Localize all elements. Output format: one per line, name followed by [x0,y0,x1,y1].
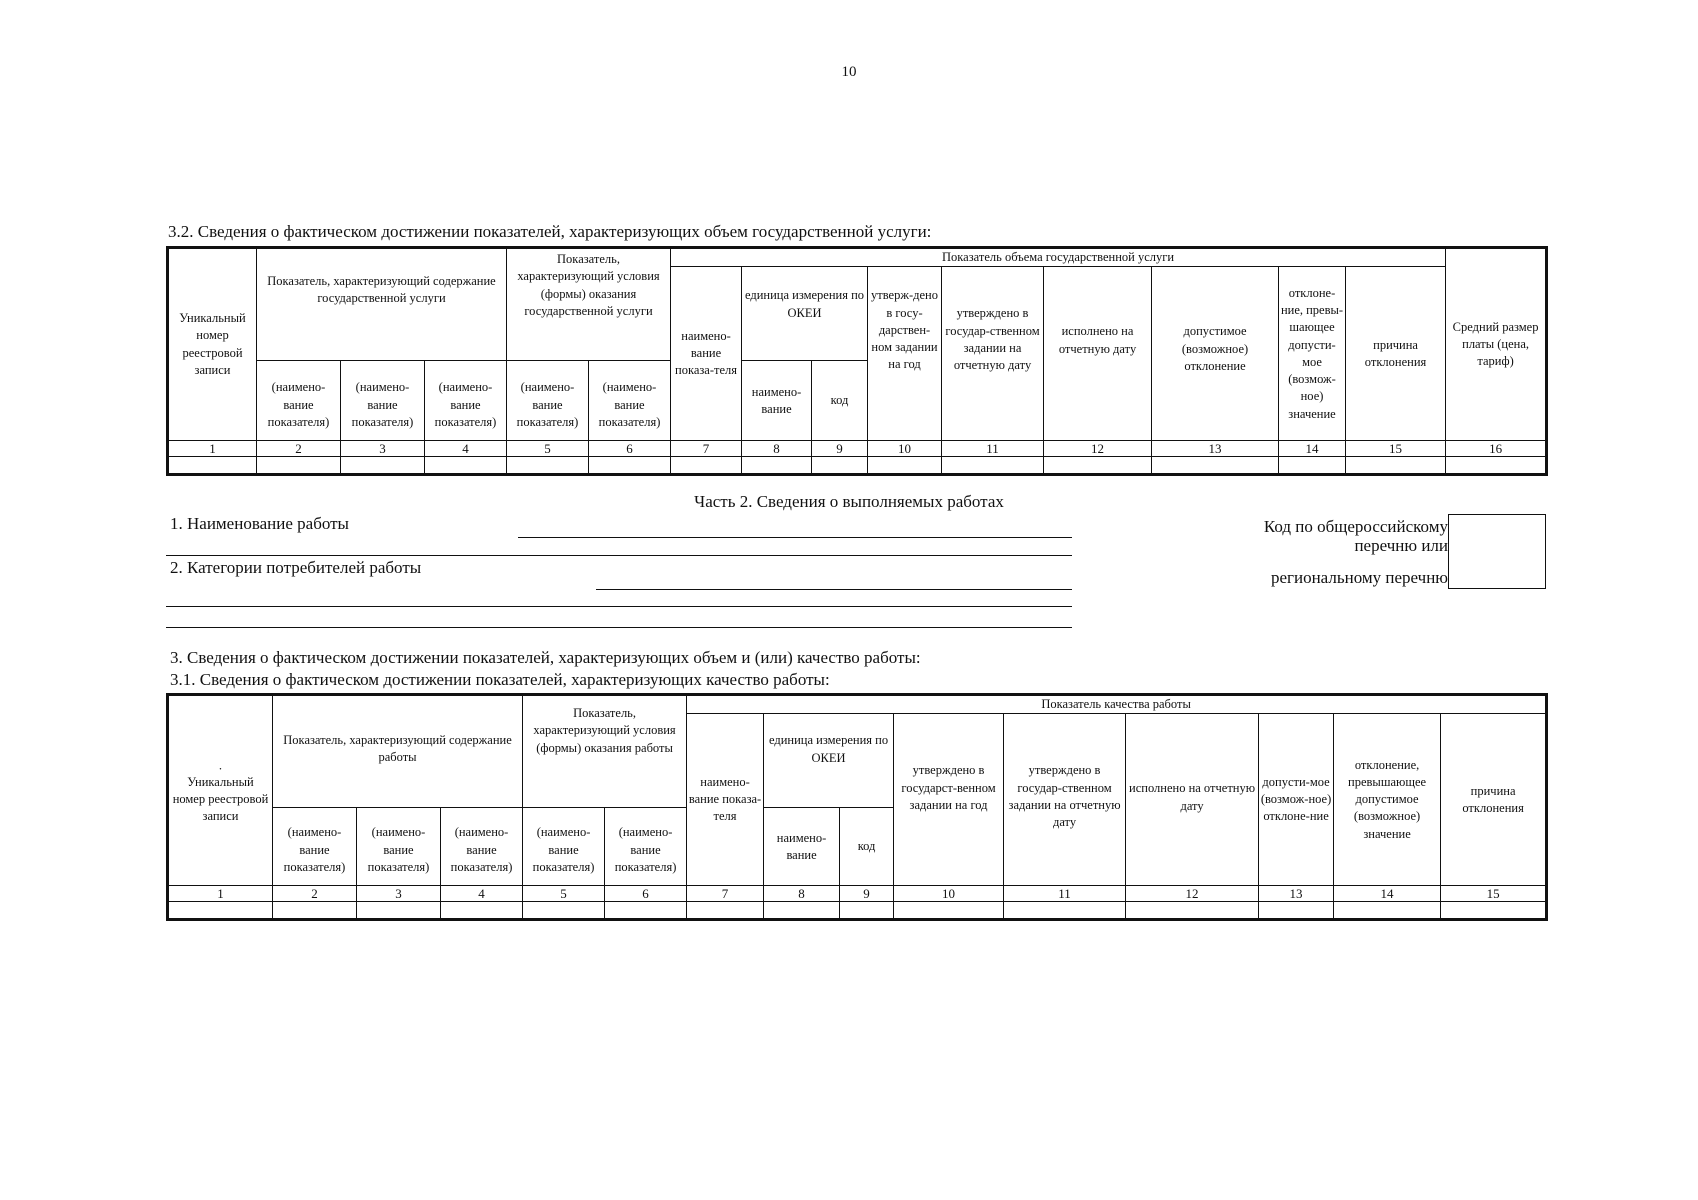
col-number: 9 [840,886,894,902]
col-number: 3 [357,886,441,902]
header-sub-5: (наимено-вание показателя) [523,808,605,886]
header-unit-name: наимено-вание [742,361,812,441]
col-number: 5 [523,886,605,902]
col-number: 4 [441,886,523,902]
data-cell[interactable] [1044,457,1152,474]
header-name: наимено-вание показа-теля [687,714,764,886]
col-number: 8 [742,441,812,457]
col-number: 5 [507,441,589,457]
table-row [169,902,1546,919]
page-number: 10 [841,64,857,80]
code-label-3: региональному перечню [1270,568,1448,587]
volume-table [168,248,1546,474]
header-avg-fee: Средний размер платы (цена, тариф) [1446,249,1546,441]
header-conditions: Показатель, характеризующий условия (формы) оказания работы [523,696,687,808]
section-3-2-title: 3.2. Сведения о фактическом достижении показателей, характеризующих объем государственной услуги: [168,222,932,241]
header-sub-6: (наимено-вание показателя) [589,361,671,441]
col-number: 2 [273,886,357,902]
data-cell[interactable] [441,902,523,919]
section-3-1-title: 3.1. Сведения о фактическом достижении показателей, характеризующих качество работы: [170,670,830,689]
data-cell[interactable] [764,902,840,919]
col-number: 12 [1044,441,1152,457]
data-cell[interactable] [169,902,273,919]
data-cell[interactable] [507,457,589,474]
data-cell[interactable] [589,457,671,474]
col-number: 13 [1152,441,1279,457]
header-content: Показатель, характеризующий содержание государственной услуги [257,249,507,361]
header-unit-name: наимено-вание [764,808,840,886]
header-unique: Уникальный номер реестровой записи [169,249,257,441]
col-number: 8 [764,886,840,902]
data-cell[interactable] [894,902,1004,919]
data-cell[interactable] [1279,457,1346,474]
work-name-field[interactable] [518,537,1072,538]
header-approved-date: утверждено в государ-ственном задании на отчетную дату [942,267,1044,441]
header-sub-2: (наимено-вание показателя) [257,361,341,441]
data-cell[interactable] [671,457,742,474]
header-unique [169,696,273,886]
col-number: 2 [257,441,341,457]
header-allowed: допусти-мое (возмож-ное) отклоне-ние [1259,714,1334,886]
col-number: 15 [1441,886,1546,902]
header-exceed: отклонение, превышающее допустимое (возможное) значение [1334,714,1441,886]
col-number: 10 [868,441,942,457]
header-sub-2: (наимено-вание показателя) [273,808,357,886]
code-label-2: перечню или [1354,536,1448,555]
data-cell[interactable] [605,902,687,919]
col-number: 1 [169,886,273,902]
col-number: 15 [1346,441,1446,457]
header-approved-date: утверждено в государ-ственном задании на отчетную дату [1004,714,1126,886]
header-allowed: допустимое (возможное) отклонение [1152,267,1279,441]
header-reason: причина отклонения [1441,714,1546,886]
data-cell[interactable] [341,457,425,474]
header-volume: Показатель объема государственной услуги [671,249,1446,267]
section-3-title: 3. Сведения о фактическом достижении показателей, характеризующих объем и (или) качество работы: [170,648,921,667]
header-name: наимено-вание показа-теля [671,267,742,441]
consumers-field-line2[interactable] [166,606,1072,607]
header-sub-3: (наимено-вание показателя) [341,361,425,441]
data-cell[interactable] [1446,457,1546,474]
col-number: 3 [341,441,425,457]
code-label-1: Код по общероссийскому [1263,517,1448,536]
col-number: 13 [1259,886,1334,902]
data-cell[interactable] [742,457,812,474]
header-sub-4: (наимено-вание показателя) [425,361,507,441]
col-number: 7 [671,441,742,457]
col-number: 12 [1126,886,1259,902]
data-cell[interactable] [425,457,507,474]
header-approved-year: утверждено в государст-венном задании на год [894,714,1004,886]
col-number: 6 [605,886,687,902]
col-number: 16 [1446,441,1546,457]
data-cell[interactable] [169,457,257,474]
data-cell[interactable] [1441,902,1546,919]
col-number: 10 [894,886,1004,902]
header-unique-text: Уникальный номер реестровой записи [172,774,269,824]
data-cell[interactable] [257,457,341,474]
col-number: 6 [589,441,671,457]
data-cell[interactable] [868,457,942,474]
header-approved-year: утверж-дено в госу-дарствен-ном задании на год [868,267,942,441]
table-row [169,457,1546,474]
part2-title: Часть 2. Сведения о выполняемых работах [694,492,1004,511]
data-cell[interactable] [1346,457,1446,474]
header-quality: Показатель качества работы [687,696,1546,714]
header-conditions: Показатель, характеризующий условия (формы) оказания государственной услуги [507,249,671,361]
header-sub-4: (наимено-вание показателя) [441,808,523,886]
col-number: 9 [812,441,868,457]
work-name-field-line2[interactable] [166,555,1072,556]
work-name-label: 1. Наименование работы [170,514,349,533]
registry-code-box[interactable] [1448,514,1546,589]
header-unit-code: код [812,361,868,441]
consumers-field[interactable] [596,589,1072,590]
data-cell[interactable] [1152,457,1279,474]
data-cell[interactable] [1334,902,1441,919]
consumers-label: 2. Категории потребителей работы [170,558,422,577]
col-number: 1 [169,441,257,457]
data-cell[interactable] [840,902,894,919]
col-number: 7 [687,886,764,902]
data-cell[interactable] [687,902,764,919]
header-done: исполнено на отчетную дату [1044,267,1152,441]
col-number: 11 [1004,886,1126,902]
data-cell[interactable] [357,902,441,919]
header-unit-code: код [840,808,894,886]
header-unit: единица измерения по ОКЕИ [764,714,894,808]
col-number: 4 [425,441,507,457]
col-number: 14 [1279,441,1346,457]
consumers-field-line3[interactable] [166,627,1072,628]
header-unit: единица измерения по ОКЕИ [742,267,868,361]
header-sub-3: (наимено-вание показателя) [357,808,441,886]
header-sub-5: (наимено-вание показателя) [507,361,589,441]
quality-table [168,695,1546,919]
data-cell[interactable] [942,457,1044,474]
data-cell[interactable] [273,902,357,919]
data-cell[interactable] [1259,902,1334,919]
data-cell[interactable] [812,457,868,474]
col-number: 11 [942,441,1044,457]
header-sub-6: (наимено-вание показателя) [605,808,687,886]
mark-dot: · [218,761,223,776]
header-content: Показатель, характеризующий содержание работы [273,696,523,808]
header-exceed: отклоне-ние, превы-шающее допусти-мое (возмож-ное) значение [1279,267,1346,441]
data-cell[interactable] [1004,902,1126,919]
header-done: исполнено на отчетную дату [1126,714,1259,886]
header-reason: причина отклонения [1346,267,1446,441]
data-cell[interactable] [1126,902,1259,919]
data-cell[interactable] [523,902,605,919]
col-number: 14 [1334,886,1441,902]
